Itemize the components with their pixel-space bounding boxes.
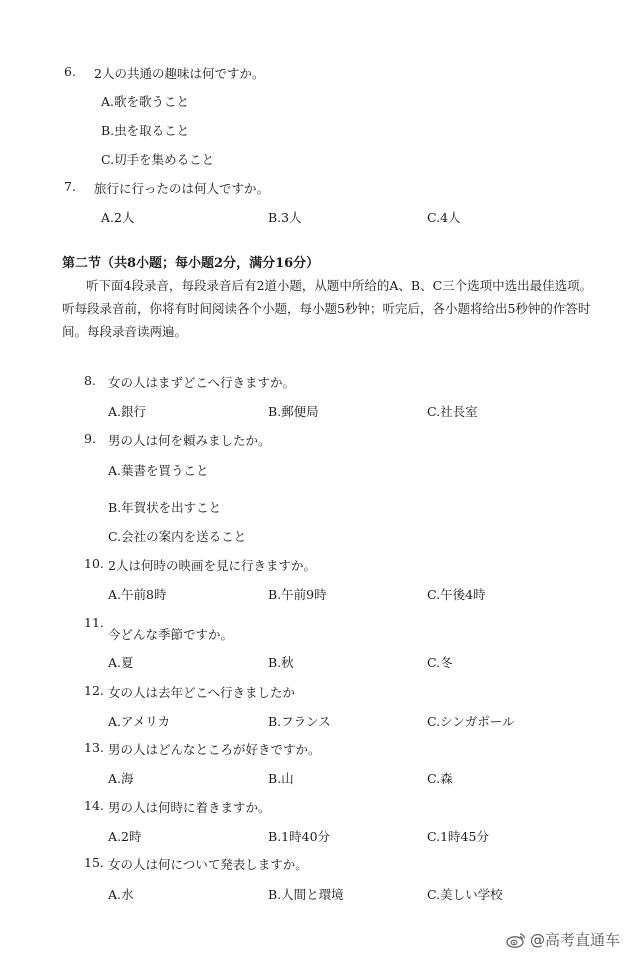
question-text: 2人の共通の趣味は何ですか。 — [94, 66, 265, 81]
question-text: 女の人は去年どこへ行きましたか — [108, 685, 296, 700]
option-a: A.午前8時 — [108, 587, 167, 602]
question-text: 男の人は何時に着きますか。 — [108, 800, 271, 815]
option-c: C.美しい学校 — [427, 887, 503, 902]
weibo-icon — [506, 932, 526, 948]
option-b: B.年賀状を出すこと — [108, 500, 222, 515]
question-text: 女の人は何について発表しますか。 — [108, 857, 308, 872]
option-c: C.切手を集めること — [101, 152, 215, 167]
question-number: 10. — [84, 556, 104, 571]
question-number: 7. — [64, 179, 76, 194]
option-b: B.人間と環境 — [268, 887, 344, 902]
question-number: 14. — [84, 798, 104, 813]
option-b: B.1時40分 — [268, 829, 331, 844]
option-c: C.1時45分 — [427, 829, 489, 844]
watermark-text: @高考直通车 — [529, 931, 620, 949]
question-number: 8. — [84, 373, 96, 388]
option-b: B.フランス — [268, 714, 331, 729]
option-a: A.海 — [108, 771, 134, 786]
option-c: C.社長室 — [427, 404, 478, 419]
option-c: C.4人 — [427, 210, 461, 225]
question-number: 15. — [84, 855, 104, 870]
option-b: B.秋 — [268, 655, 294, 670]
option-c: C.森 — [427, 771, 453, 786]
question-text: 今どんな季節ですか。 — [108, 627, 234, 642]
question-number: 11. — [84, 615, 104, 630]
option-b: B.午前9時 — [268, 587, 327, 602]
question-number: 12. — [84, 683, 104, 698]
option-a: A.2時 — [108, 829, 142, 844]
question-text: 2人は何時の映画を見に行きますか。 — [108, 558, 316, 573]
option-b: B.山 — [268, 771, 294, 786]
section-instructions: 听下面4段录音，每段录音后有2道小题，从题中所给的A、B、C三个选项中选出最佳选项。听每段录音前，你将有时间阅读各个小题，每小题5秒钟；听完后，各小题将给出5秒钟的作答时间。每段录音读两遍。 — [62, 278, 593, 339]
question-text: 男の人は何を頼みましたか。 — [108, 433, 271, 448]
section-heading: 第二节（共8小题；每小题2分，满分16分） — [62, 256, 320, 271]
question-text: 女の人はまずどこへ行きますか。 — [108, 375, 296, 390]
option-c: C.会社の案内を送ること — [108, 529, 247, 544]
option-b: B.虫を取ること — [101, 123, 190, 138]
option-a: A.水 — [108, 887, 134, 902]
question-number: 6. — [64, 64, 76, 79]
option-c: C.午後4時 — [427, 587, 486, 602]
option-a: A.アメリカ — [108, 714, 171, 729]
option-a: A.葉書を買うこと — [108, 463, 209, 478]
question-text: 旅行に行ったのは何人ですか。 — [94, 181, 270, 196]
question-number: 13. — [84, 740, 104, 755]
watermark — [506, 929, 620, 950]
option-b: B.3人 — [268, 210, 302, 225]
option-a: A.夏 — [108, 655, 134, 670]
option-a: A.2人 — [101, 210, 135, 225]
option-a: A.歌を歌うこと — [101, 94, 190, 109]
option-c: C.シンガポール — [427, 714, 515, 729]
option-c: C.冬 — [427, 655, 453, 670]
option-a: A.銀行 — [108, 404, 147, 419]
question-text: 男の人はどんなところが好きですか。 — [108, 742, 321, 757]
question-number: 9. — [84, 431, 96, 446]
option-b: B.郵便局 — [268, 404, 319, 419]
